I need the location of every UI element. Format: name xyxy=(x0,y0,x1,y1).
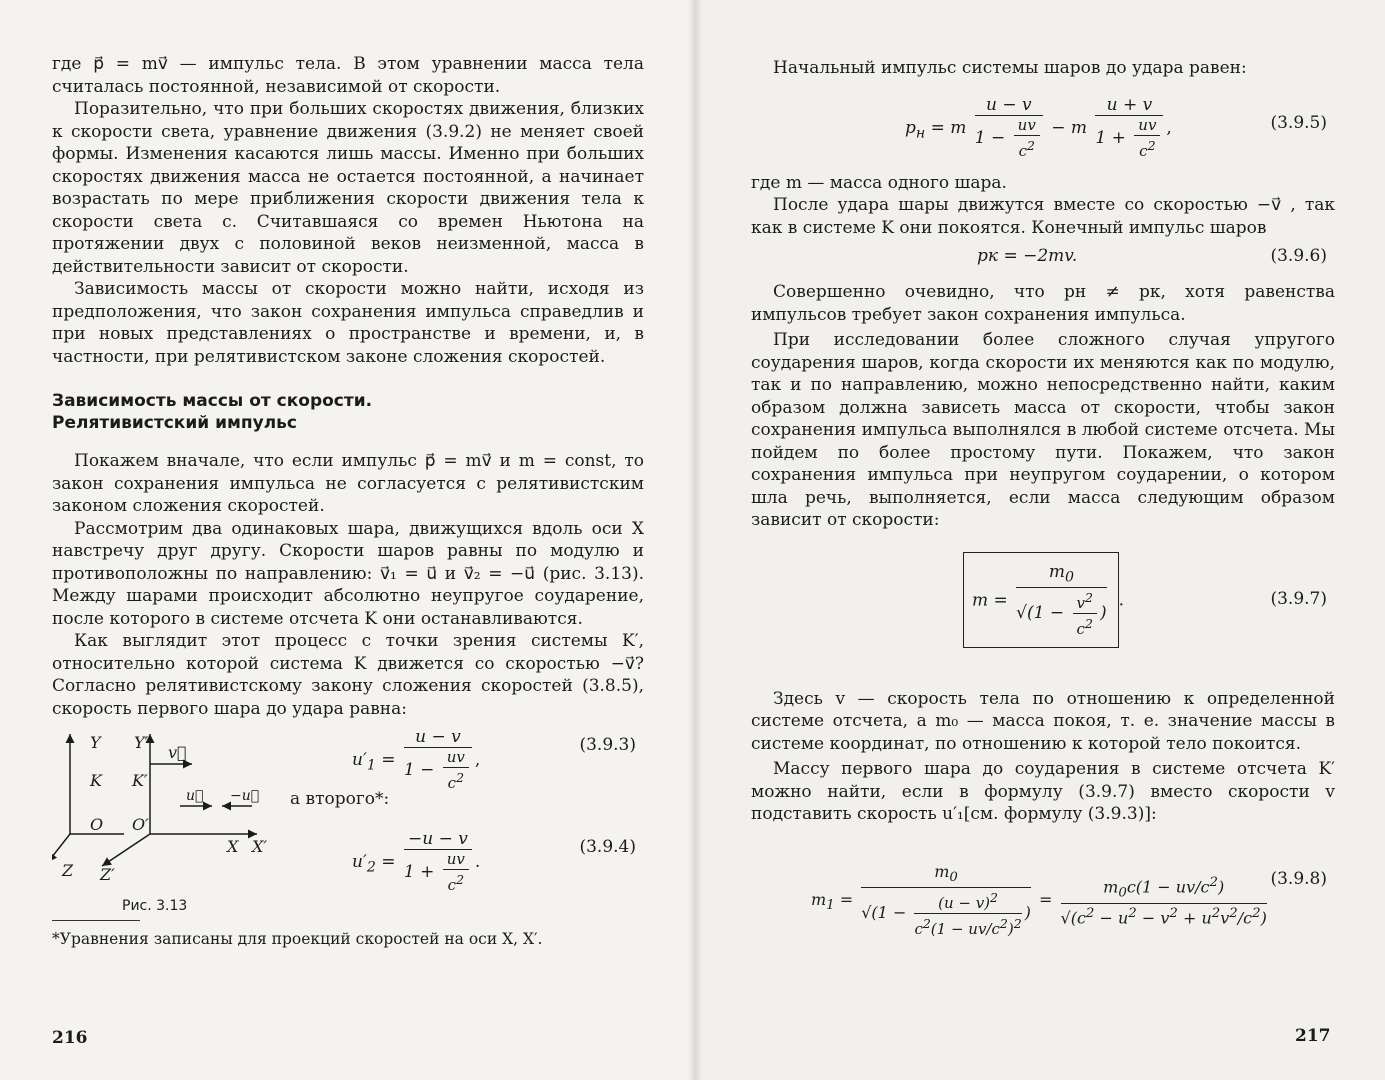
right-paragraph-7: Массу первого шара до соударения в системе отсчета K′ можно найти, если в формулу (3.9.7) вместо скорости v подставить скорость u′₁[см. формулу (3.9.3)]: xyxy=(751,759,1335,824)
equation-3-9-4: $u'_2$ = −u − v 1 + $\frac{uv}{c^2}$ . (3.9.4) xyxy=(352,829,636,894)
equation-3-9-7: m = $m_0$ √(1 − $\frac{v^2}{c^2}$ ) . (3.9.7) xyxy=(751,548,1335,678)
axes-diagram xyxy=(52,724,302,914)
right-paragraph-4: Совершенно очевидно, что pн ≠ pк, хотя равенства импульсов требует закон сохранения импульса. xyxy=(751,282,1335,325)
section-heading xyxy=(52,390,644,434)
fig-label-y: Y xyxy=(90,733,101,752)
eq-3-9-8-number: (3.9.8) xyxy=(1270,868,1327,889)
eq-3-9-4-number: (3.9.4) xyxy=(579,837,636,857)
fig-label-u: u⃗ xyxy=(186,788,204,804)
eq-3-9-5-number: (3.9.5) xyxy=(1270,112,1327,133)
left-text-column xyxy=(52,53,644,949)
left-paragraph-5: Рассмотрим два одинаковых шара, движущихся вдоль оси X навстречу друг другу. Скорости шаров равны по модулю и противоположны по направлению: v⃗₁ = u⃗ и v⃗₂ = −u⃗ (рис. 3.13). Между шарами происходит абсолютно неупругое соударение, после которого в системе отсчета K они останавливаются. xyxy=(52,518,644,629)
footnote-rule xyxy=(52,920,140,921)
fig-label-x: X xyxy=(227,837,239,856)
a-vtorogo-text: а второго*: xyxy=(290,789,390,809)
eq-3-9-6-formula: pк = −2mv. xyxy=(977,246,1078,266)
footnote: *Уравнения записаны для проекций скоростей на оси X, X′. xyxy=(52,930,543,948)
fig-label-yprime: Y′ xyxy=(134,733,149,752)
boxed-formula: m = $m_0$ √(1 − $\frac{v^2}{c^2}$ ) xyxy=(963,552,1119,648)
page-number-right: 217 xyxy=(1295,1026,1331,1046)
left-paragraph-6: Как выглядит этот процесс с точки зрения системы K′, относительно которой система K движется со скоростью −v⃗? Согласно релятивистскому закону сложения скоростей (3.8.5), скорость первого шара до удара равна: xyxy=(52,631,644,719)
fig-label-z: Z xyxy=(62,861,74,880)
eq-3-9-3-number: (3.9.3) xyxy=(579,735,636,755)
equation-3-9-6 xyxy=(751,239,1335,273)
eq-3-9-6-number: (3.9.6) xyxy=(1270,246,1327,266)
left-paragraph-3: Зависимость массы от скорости можно найти, исходя из предположения, что закон сохранения импульса справедлив и при новых представлениях о пространстве и времени, и, в частности, при релятивистском законе сложения скоростей. xyxy=(52,279,644,367)
right-paragraph-6: Здесь v — скорость тела по отношению к определенной системе отсчета, а m₀ — масса покоя, т. е. значение массы в системе координат, по отношению к которой тело покоится. xyxy=(751,688,1335,754)
left-paragraph-2: Поразительно, что при больших скоростях движения, близких к скорости света, уравнение движения (3.9.2) не меняет своей формы. Изменения касаются лишь массы. Именно при больших скоростях движения масса не остается постоянной, а начинает возрастать по мере приближения скорости движения тела к скорости света c. Считавшаяся со времен Ньютона на протяжении двух с половиной веков неизменной, масса в действительности зависит от скорости. xyxy=(52,99,644,277)
figure-caption: Рис. 3.13 xyxy=(122,898,188,914)
figure-3-13 xyxy=(52,720,644,914)
left-paragraph-4: Покажем вначале, что если импульс p⃗ = mv⃗ и m = const, то закон сохранения импульса не согласуется с релятивистским законом сложения скоростей. xyxy=(52,451,644,516)
fig-label-o: O xyxy=(90,815,104,834)
book-gutter xyxy=(688,0,702,1080)
fig-label-xprime: X′ xyxy=(252,837,268,856)
fig-label-kprime: K′ xyxy=(132,771,148,790)
fig-label-v: v⃗ xyxy=(168,743,187,762)
equation-3-9-3: $u'_1$ = u − v 1 − $\frac{uv}{c^2}$ , (3.9.3) xyxy=(352,727,636,792)
right-text-column xyxy=(751,57,1335,968)
heading-line-2: Релятивистский импульс xyxy=(52,413,297,433)
right-page xyxy=(695,0,1385,1080)
page-number-left: 216 xyxy=(52,1028,88,1048)
left-paragraph-1: где p⃗ = mv⃗ — импульс тела. В этом уравнении масса тела считалась постоянной, независимой от скорости. xyxy=(52,54,644,97)
fig-label-k: K xyxy=(90,771,102,790)
right-paragraph-2: где m — масса одного шара. xyxy=(751,172,1007,193)
heading-line-1: Зависимость массы от скорости. xyxy=(52,391,373,411)
fig-label-zprime: Z′ xyxy=(100,865,115,884)
right-paragraph-1: Начальный импульс системы шаров до удара равен: xyxy=(773,58,1247,78)
fig-label-minus-u: −u⃗ xyxy=(230,788,260,804)
right-paragraph-3: После удара шары движутся вместе со скоростью −v⃗ , так как в системе K они покоятся. Конечный импульс шаров xyxy=(751,195,1335,238)
right-paragraph-5: При исследовании более сложного случая упругого соударения шаров, когда скорости их меняются как по модулю, так и по направлению, можно непосредственно найти, каким образом должна зависеть масса от скорости, чтобы закон сохранения импульса выполнялся в любой системе отсчета. Мы пойдем по более простому пути. Покажем, что закон сохранения импульса при неупругом соударении, о котором шла речь, выполняется, если масса следующим образом зависит от скорости: xyxy=(751,330,1335,530)
equation-3-9-5: $p_н = m$ u − v 1 − $\frac{uv}{c^2}$ − m u + v 1 + $\frac{uv}{c^2}$ , (3.9.5) xyxy=(905,94,1327,160)
equation-3-9-8: $m_1$ = $m_0$ √(1 − $\frac{(u - v)^2}{c^2(1 - uv/c^2)^2}$ ) = $\frac{m_0c(1 - uv/c^2)}{√(c^2 - u^2 - v^2 + u^2v^2/c^2)}$ (3.9.8) xyxy=(811,861,1327,938)
fig-label-oprime: O′ xyxy=(132,815,149,834)
eq-3-9-7-number: (3.9.7) xyxy=(1270,588,1327,609)
